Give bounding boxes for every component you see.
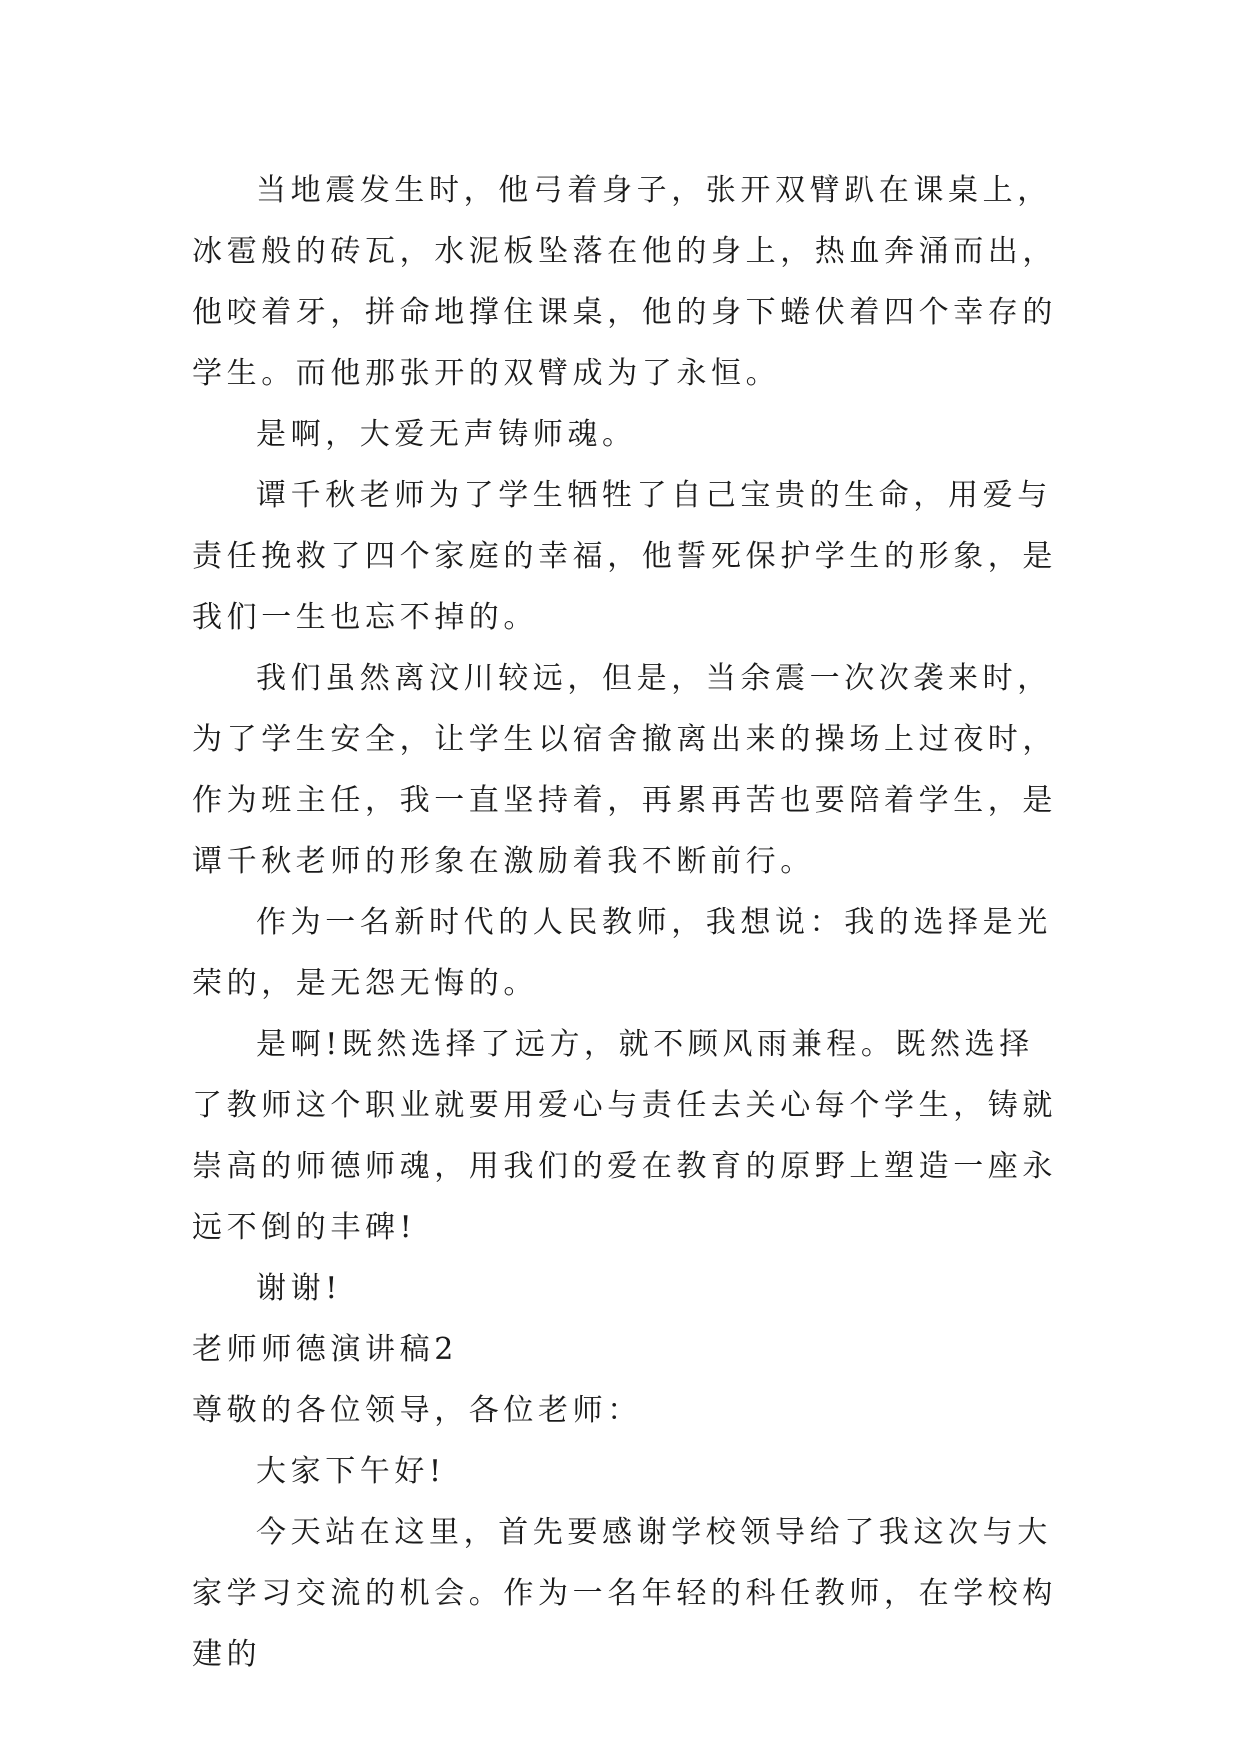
paragraph: 是啊!既然选择了远方，就不顾风雨兼程。既然选择了教师这个职业就要用爱心与责任去关心每个学生，铸就崇高的师德师魂，用我们的爱在教育的原野上塑造一座永远不倒的丰碑! — [192, 1027, 1057, 1245]
greeting: 大家下午好! — [256, 1454, 446, 1489]
paragraph: 谭千秋老师为了学生牺牲了自己宝贵的生命，用爱与责任挽救了四个家庭的幸福，他誓死保护学生的形象，是我们一生也忘不掉的。 — [192, 478, 1057, 635]
document-body — [192, 160, 1058, 1685]
closing-thanks: 谢谢! — [256, 1271, 342, 1306]
paragraph: 作为一名新时代的人民教师，我想说：我的选择是光荣的，是无怨无悔的。 — [192, 905, 1052, 1001]
paragraph: 当地震发生时，他弓着身子，张开双臂趴在课桌上，冰雹般的砖瓦，水泥板坠落在他的身上，热血奔涌而出，他咬着牙，拼命地撑住课桌，他的身下蜷伏着四个幸存的学生。而他那张开的双臂成为了永恒。 — [192, 173, 1057, 391]
section-heading: 老师师德演讲稿2 — [192, 1332, 458, 1367]
paragraph: 今天站在这里，首先要感谢学校领导给了我这次与大家学习交流的机会。作为一名年轻的科任教师，在学校构建的 — [192, 1515, 1057, 1672]
salutation: 尊敬的各位领导，各位老师： — [192, 1393, 642, 1428]
paragraph: 是啊，大爱无声铸师魂。 — [256, 417, 637, 452]
paragraph: 我们虽然离汶川较远，但是，当余震一次次袭来时，为了学生安全，让学生以宿舍撤离出来的操场上过夜时，作为班主任，我一直坚持着，再累再苦也要陪着学生，是谭千秋老师的形象在激励着我不断前行。 — [192, 661, 1057, 879]
